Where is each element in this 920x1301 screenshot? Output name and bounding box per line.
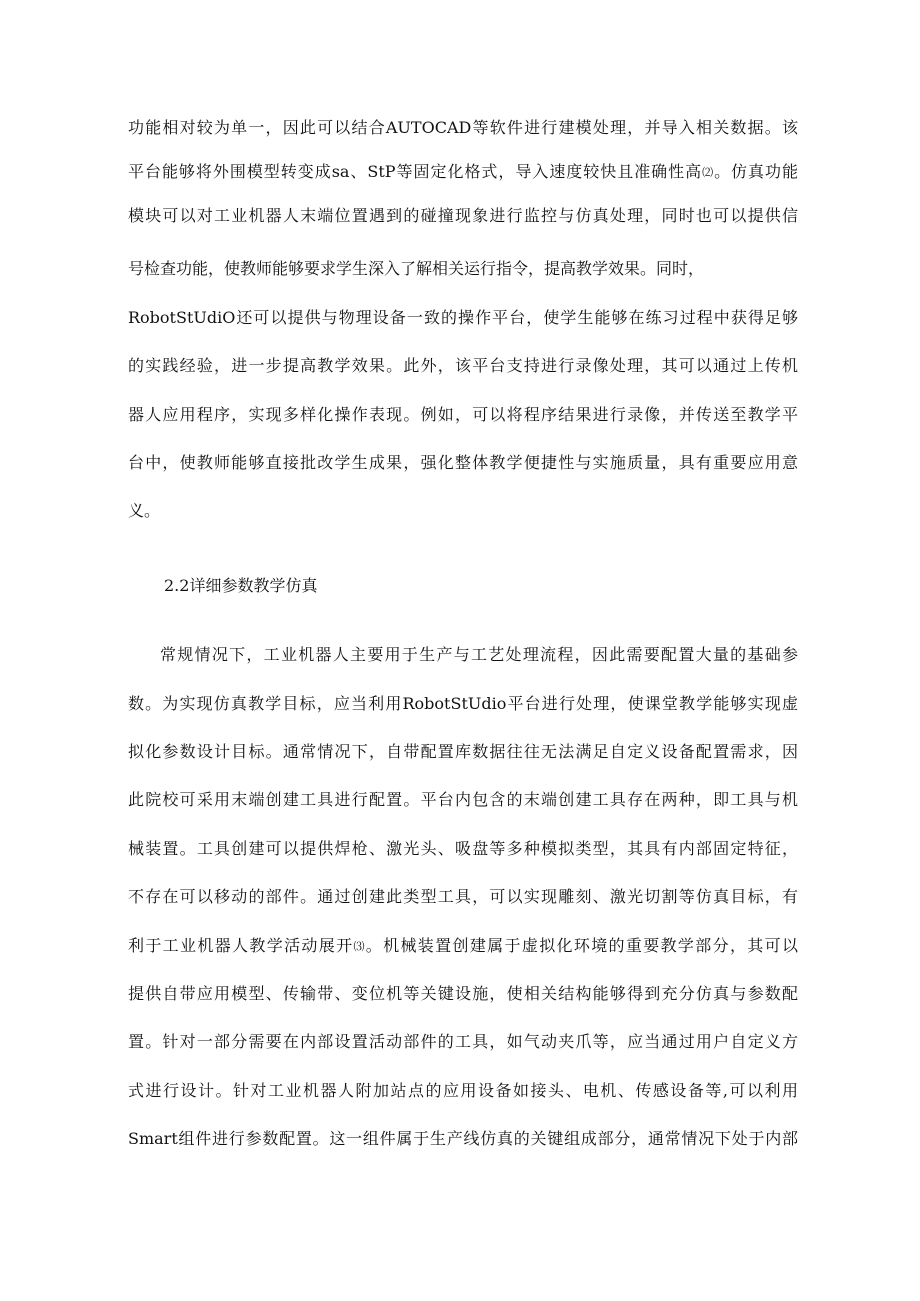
paragraph-2-line-3: 拟化参数设计目标。通常情况下，自带配置库数据往往无法满足自定义设备配置需求，因	[128, 742, 798, 761]
paragraph-2-line-7-tail: 。机械装置创建属于虚拟化环境的重要教学部分，其可以	[365, 936, 798, 955]
paragraph-2-line-4: 此院校可采用末端创建工具进行配置。平台内包含的末端创建工具存在两种，即工具与机	[128, 790, 798, 809]
paragraph-2-line-11: Smart组件进行参数配置。这一组件属于生产线仿真的关键组成部分，通常情况下处于内部	[128, 1129, 798, 1148]
paragraph-1-line-2-tail: 。仿真功能	[714, 162, 798, 181]
paragraph-2-line-2: 数。为实现仿真教学目标，应当利用RobotStUdio平台进行处理，使课堂教学能够实现虚	[128, 694, 798, 713]
paragraph-1-line-4: 号检查功能，使教师能够要求学生深入了解相关运行指令，提高教学效果。同时，	[128, 259, 705, 278]
paragraph-1-line-9: 义。	[128, 501, 161, 520]
paragraph-2-line-1: 常规情况下，工业机器人主要用于生产与工艺处理流程，因此需要配置大量的基础参	[160, 645, 798, 664]
paragraph-2-line-8: 提供自带应用模型、传输带、变位机等关键设施，使相关结构能够得到充分仿真与参数配	[128, 984, 798, 1003]
citation-marker: ⑵	[702, 166, 715, 179]
paragraph-2-line-9: 置。针对一部分需要在内部设置活动部件的工具，如气动夹爪等，应当通过用户自定义方	[128, 1032, 798, 1051]
citation-marker: ⑶	[353, 940, 366, 953]
paragraph-1-line-8: 台中，使教师能够直接批改学生成果，强化整体教学便捷性与实施质量，具有重要应用意	[128, 453, 798, 472]
paragraph-2-line-7	[128, 934, 798, 959]
paragraph-2-line-5: 械装置。工具创建可以提供焊枪、激光头、吸盘等多种模拟类型，其具有内部固定特征，	[128, 839, 798, 858]
paragraph-1-line-3: 模块可以对工业机器人末端位置遇到的碰撞现象进行监控与仿真处理，同时也可以提供信	[128, 206, 798, 225]
paragraph-1-line-2-text: 平台能够将外围模型转变成sa、StP等固定化格式，导入速度较快且准确性高	[128, 162, 703, 181]
paragraph-1-line-5: RobotStUdiO还可以提供与物理设备一致的操作平台，使学生能够在练习过程中获得足够	[128, 308, 798, 327]
paragraph-2-line-6: 不存在可以移动的部件。通过创建此类型工具，可以实现雕刻、激光切割等仿真目标，有	[128, 887, 798, 906]
paragraph-1-line-6: 的实践经验，进一步提高教学效果。此外，该平台支持进行录像处理，其可以通过上传机	[128, 356, 798, 375]
paragraph-2-line-7-text: 利于工业机器人教学活动展开	[128, 936, 354, 955]
paragraph-2-line-10: 式进行设计。针对工业机器人附加站点的应用设备如接头、电机、传感设备等,可以利用	[128, 1081, 798, 1100]
paragraph-1-line-1: 功能相对较为单一，因此可以结合AUTOCAD等软件进行建模处理，并导入相关数据。该	[128, 118, 798, 137]
paragraph-1-line-2	[128, 160, 798, 185]
section-heading: 2.2详细参数教学仿真	[164, 576, 318, 595]
paragraph-1-line-7: 器人应用程序，实现多样化操作表现。例如，可以将程序结果进行录像，并传送至教学平	[128, 405, 798, 424]
